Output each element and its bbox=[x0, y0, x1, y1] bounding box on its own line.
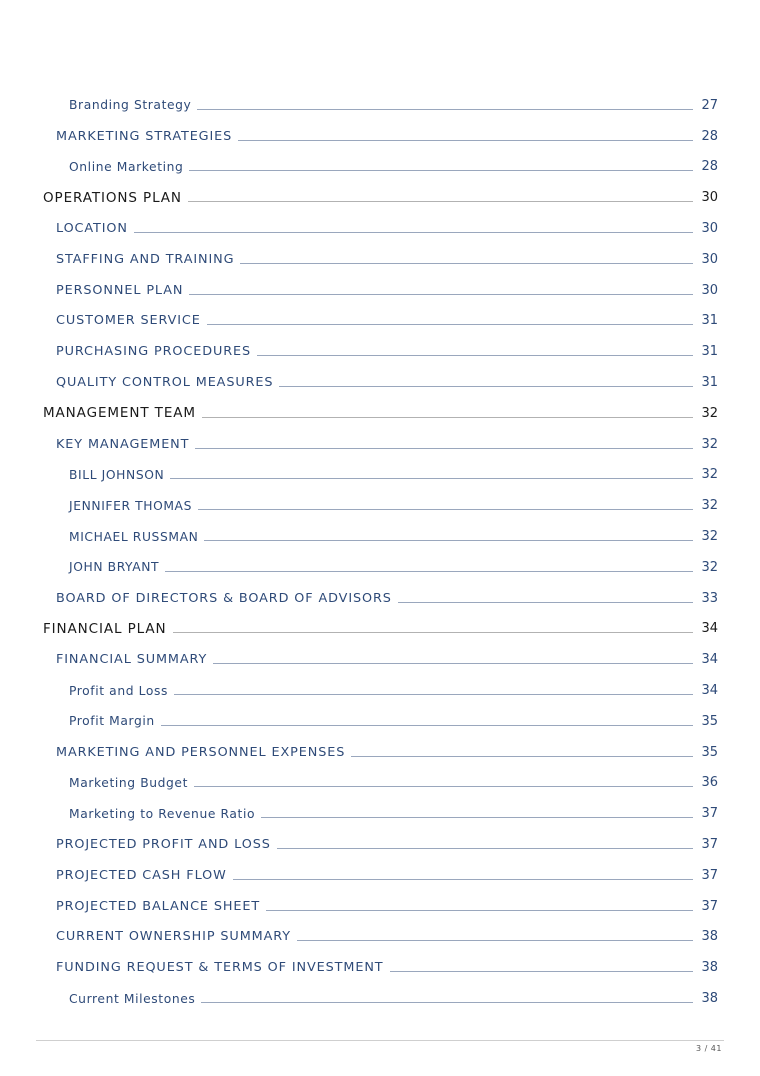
toc-entry-page-number[interactable]: 32 bbox=[701, 436, 718, 452]
toc-entry-page-number[interactable]: 37 bbox=[701, 898, 718, 914]
toc-entry[interactable] bbox=[0, 891, 760, 922]
toc-entry-page-number[interactable]: 30 bbox=[701, 251, 718, 267]
toc-entry-page-number[interactable]: 31 bbox=[701, 344, 718, 360]
toc-entry-title[interactable]: PURCHASING PROCEDURES bbox=[56, 344, 252, 360]
toc-leader-line bbox=[170, 478, 693, 479]
toc-leader-line bbox=[189, 170, 693, 171]
toc-entry-page-number[interactable]: 27 bbox=[701, 97, 718, 113]
toc-leader-line bbox=[240, 263, 693, 264]
toc-entry-page-number[interactable]: 34 bbox=[701, 652, 718, 668]
toc-entry-title[interactable]: PERSONNEL PLAN bbox=[56, 282, 184, 298]
page-number: 3 / 41 bbox=[695, 1044, 722, 1053]
toc-entry[interactable] bbox=[0, 182, 760, 213]
toc-entry-page-number[interactable]: 38 bbox=[701, 929, 718, 945]
toc-leader-line bbox=[188, 201, 693, 202]
toc-entry-title[interactable]: Profit Margin bbox=[69, 714, 155, 729]
toc-leader-line bbox=[398, 602, 693, 603]
toc-entry-title[interactable]: CURRENT OWNERSHIP SUMMARY bbox=[56, 929, 291, 945]
toc-entry[interactable] bbox=[0, 706, 760, 737]
toc-leader-line bbox=[213, 663, 693, 664]
toc-entry[interactable] bbox=[0, 460, 760, 491]
toc-entry[interactable] bbox=[0, 737, 760, 768]
toc-entry-title[interactable]: Profit and Loss bbox=[69, 683, 168, 698]
toc-entry[interactable] bbox=[0, 952, 760, 983]
toc-entry[interactable] bbox=[0, 983, 760, 1014]
toc-entry[interactable] bbox=[0, 429, 760, 460]
toc-entry-page-number[interactable]: 31 bbox=[701, 375, 718, 391]
toc-entry-title[interactable]: MARKETING STRATEGIES bbox=[56, 128, 233, 144]
toc-entry-page-number[interactable]: 32 bbox=[701, 467, 718, 483]
toc-entry[interactable] bbox=[0, 552, 760, 583]
toc-leader-line bbox=[198, 509, 693, 510]
toc-entry-title[interactable]: BILL JOHNSON bbox=[69, 467, 165, 482]
toc-entry[interactable] bbox=[0, 614, 760, 645]
toc-leader-line bbox=[207, 324, 693, 325]
toc-leader-line bbox=[202, 417, 693, 418]
toc-entry-title[interactable]: Branding Strategy bbox=[69, 98, 192, 113]
toc-entry[interactable] bbox=[0, 213, 760, 244]
toc-entry[interactable] bbox=[0, 275, 760, 306]
toc-entry-page-number[interactable]: 36 bbox=[701, 775, 718, 791]
toc-entry-page-number[interactable]: 38 bbox=[701, 960, 718, 976]
toc-entry-title[interactable]: JOHN BRYANT bbox=[69, 560, 160, 575]
toc-entry[interactable] bbox=[0, 922, 760, 953]
toc-leader-line bbox=[134, 232, 693, 233]
toc-entry[interactable] bbox=[0, 306, 760, 337]
toc-entry-page-number[interactable]: 32 bbox=[701, 559, 718, 575]
toc-leader-line bbox=[204, 540, 693, 541]
toc-entry[interactable] bbox=[0, 336, 760, 367]
toc-leader-line bbox=[194, 786, 693, 787]
toc-leader-line bbox=[165, 571, 693, 572]
toc-entry-page-number[interactable]: 37 bbox=[701, 806, 718, 822]
toc-entry-page-number[interactable]: 30 bbox=[701, 282, 718, 298]
toc-leader-line bbox=[238, 140, 693, 141]
toc-entry-title[interactable]: PROJECTED BALANCE SHEET bbox=[56, 898, 261, 914]
toc-leader-line bbox=[390, 971, 693, 972]
toc-entry-page-number[interactable]: 34 bbox=[701, 621, 718, 637]
toc-leader-line bbox=[233, 879, 693, 880]
toc-entry-title[interactable]: MICHAEL RUSSMAN bbox=[69, 529, 199, 544]
toc-entry-page-number[interactable]: 28 bbox=[701, 128, 718, 144]
toc-entry[interactable] bbox=[0, 644, 760, 675]
toc-entry-title[interactable]: PROJECTED CASH FLOW bbox=[56, 867, 227, 883]
toc-entry-page-number[interactable]: 37 bbox=[701, 867, 718, 883]
toc-entry-title[interactable]: FINANCIAL PLAN bbox=[43, 620, 167, 637]
toc-entry-title[interactable]: MANAGEMENT TEAM bbox=[43, 405, 196, 422]
toc-entry-page-number[interactable]: 35 bbox=[701, 713, 718, 729]
footer-divider bbox=[36, 1040, 724, 1041]
toc-leader-line bbox=[189, 294, 693, 295]
toc-entry[interactable] bbox=[0, 490, 760, 521]
toc-leader-line bbox=[261, 817, 693, 818]
toc-entry-page-number[interactable]: 28 bbox=[701, 159, 718, 175]
toc-entry[interactable] bbox=[0, 583, 760, 614]
toc-leader-line bbox=[279, 386, 693, 387]
toc-entry[interactable] bbox=[0, 152, 760, 183]
table-of-contents bbox=[0, 90, 760, 1014]
toc-entry-title[interactable]: CUSTOMER SERVICE bbox=[56, 313, 201, 329]
toc-entry[interactable] bbox=[0, 860, 760, 891]
toc-entry-title[interactable]: Marketing Budget bbox=[69, 775, 189, 790]
toc-leader-line bbox=[277, 848, 693, 849]
toc-entry-page-number[interactable]: 30 bbox=[701, 221, 718, 237]
toc-entry[interactable] bbox=[0, 367, 760, 398]
toc-leader-line bbox=[173, 632, 693, 633]
toc-leader-line bbox=[174, 694, 693, 695]
toc-entry-page-number[interactable]: 34 bbox=[701, 683, 718, 699]
toc-entry-title[interactable]: Current Milestones bbox=[69, 991, 196, 1006]
toc-leader-line bbox=[197, 109, 693, 110]
toc-entry-title[interactable]: Online Marketing bbox=[69, 159, 184, 174]
toc-entry-page-number[interactable]: 33 bbox=[701, 590, 718, 606]
toc-entry-title[interactable]: BOARD OF DIRECTORS & BOARD OF ADVISORS bbox=[56, 590, 392, 606]
toc-entry[interactable] bbox=[0, 675, 760, 706]
toc-entry-page-number[interactable]: 32 bbox=[701, 405, 718, 421]
toc-entry-title[interactable]: FINANCIAL SUMMARY bbox=[56, 652, 208, 668]
toc-entry-title[interactable]: JENNIFER THOMAS bbox=[69, 498, 192, 513]
toc-leader-line bbox=[195, 448, 693, 449]
toc-entry-page-number[interactable]: 37 bbox=[701, 837, 718, 853]
toc-entry-title[interactable]: FUNDING REQUEST & TERMS OF INVESTMENT bbox=[56, 960, 384, 976]
toc-entry-title[interactable]: STAFFING AND TRAINING bbox=[56, 251, 235, 267]
toc-leader-line bbox=[161, 725, 693, 726]
toc-entry[interactable] bbox=[0, 768, 760, 799]
toc-leader-line bbox=[297, 940, 693, 941]
toc-entry[interactable] bbox=[0, 121, 760, 152]
toc-entry-title[interactable]: KEY MANAGEMENT bbox=[56, 436, 190, 452]
toc-entry[interactable] bbox=[0, 398, 760, 429]
toc-leader-line bbox=[266, 910, 693, 911]
toc-leader-line bbox=[257, 355, 693, 356]
toc-entry-title[interactable]: QUALITY CONTROL MEASURES bbox=[56, 375, 274, 391]
toc-entry-title[interactable]: Marketing to Revenue Ratio bbox=[69, 806, 256, 821]
toc-entry-title[interactable]: OPERATIONS PLAN bbox=[43, 189, 182, 206]
toc-entry[interactable] bbox=[0, 244, 760, 275]
toc-entry[interactable] bbox=[0, 829, 760, 860]
toc-entry-page-number[interactable]: 31 bbox=[701, 313, 718, 329]
toc-entry-title[interactable]: LOCATION bbox=[56, 221, 128, 237]
toc-entry-title[interactable]: PROJECTED PROFIT AND LOSS bbox=[56, 837, 271, 853]
toc-leader-line bbox=[201, 1002, 693, 1003]
toc-entry[interactable] bbox=[0, 521, 760, 552]
toc-entry-page-number[interactable]: 35 bbox=[701, 744, 718, 760]
toc-entry-page-number[interactable]: 38 bbox=[701, 991, 718, 1006]
toc-entry-page-number[interactable]: 32 bbox=[701, 529, 718, 545]
toc-entry-page-number[interactable]: 32 bbox=[701, 498, 718, 514]
toc-entry-page-number[interactable]: 30 bbox=[701, 190, 718, 206]
toc-leader-line bbox=[351, 756, 693, 757]
toc-entry[interactable] bbox=[0, 798, 760, 829]
toc-entry[interactable] bbox=[0, 90, 760, 121]
toc-entry-title[interactable]: MARKETING AND PERSONNEL EXPENSES bbox=[56, 744, 346, 760]
